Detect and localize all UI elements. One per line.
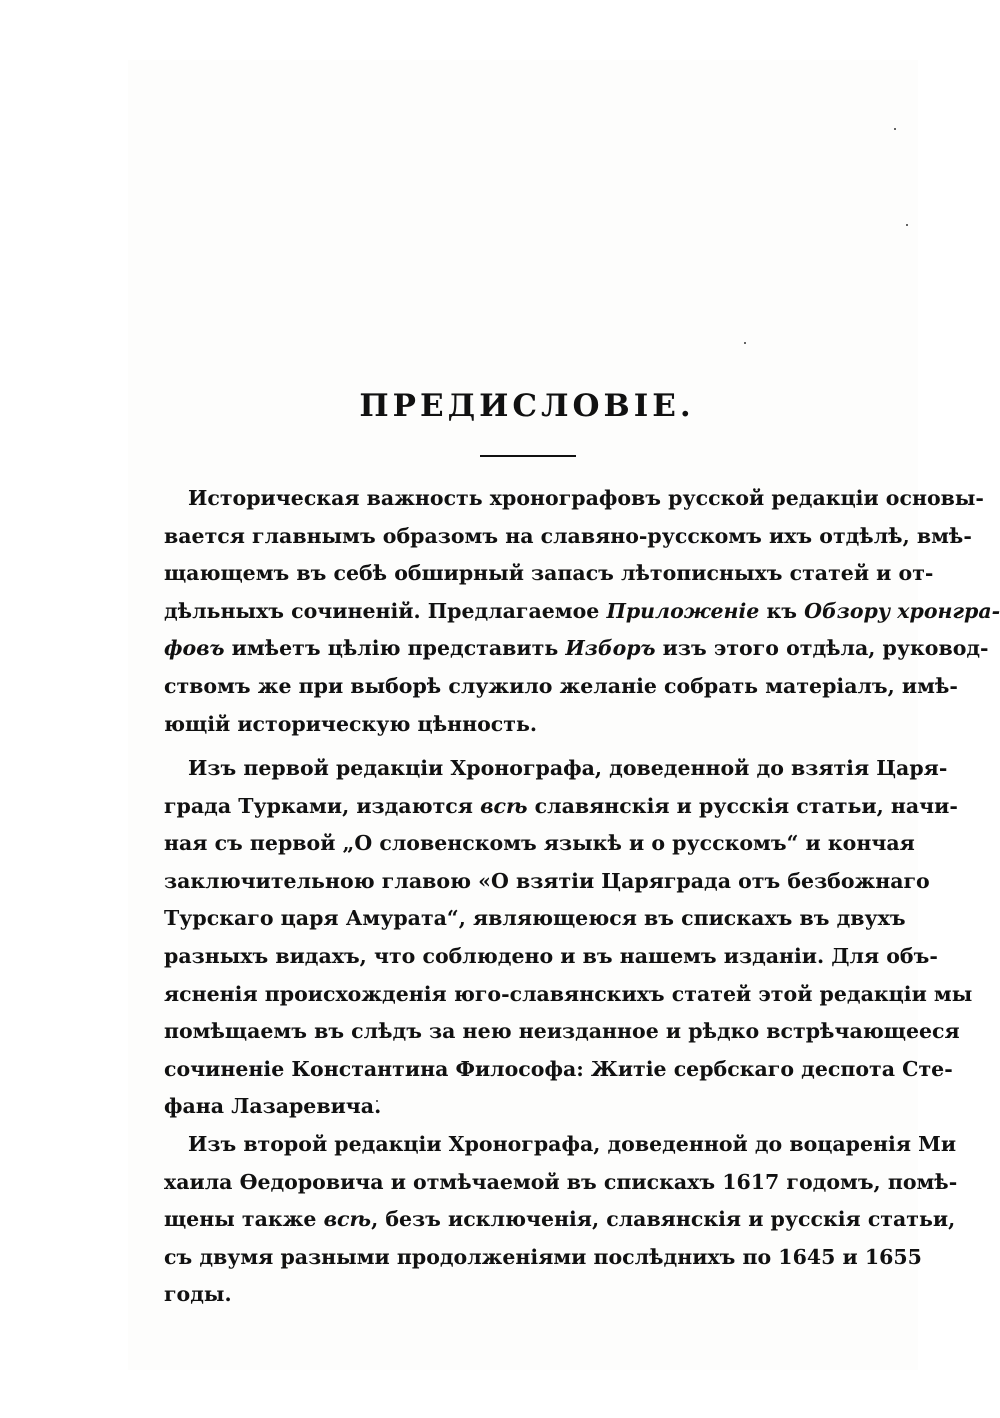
page-title: ПРЕДИСЛОВІЕ. [359, 388, 695, 424]
text-line: хаила Ѳедоровича и отмѣчаемой въ спискахъ 1617 годомъ, помѣ- [164, 1169, 958, 1194]
text-line: Изъ первой редакціи Хронографа, доведенной до взятія Царя- [188, 756, 948, 780]
scan-speck [906, 224, 908, 226]
text-line: Изъ второй редакціи Хронографа, доведенной до воцаренія Ми [188, 1132, 957, 1156]
text-line: щены также всѣ, безъ исключенія, славянскія и русскія статьи, [164, 1207, 956, 1232]
text-line: заключительною главою «О взятіи Царяграда отъ безбожнаго [164, 868, 930, 893]
text-line: помѣщаемъ въ слѣдъ за нею неизданное и рѣдко встрѣчающееся [164, 1019, 960, 1044]
scan-speck [894, 128, 896, 130]
text-line: дѣльныхъ сочиненій. Предлагаемое Приложеніе къ Обзору хронгра- [164, 598, 1000, 623]
title-divider [480, 455, 576, 457]
text-line: ясненія происхожденія юго-славянскихъ статей этой редакціи мы [164, 981, 973, 1006]
emphasized-text: фовъ [164, 636, 225, 661]
emphasized-text: всѣ [323, 1207, 372, 1232]
text-line: щающемъ въ себѣ обширный запасъ лѣтописныхъ статей и от- [164, 561, 934, 586]
emphasized-text: Обзору хронгра- [804, 598, 1000, 623]
text-line: съ двумя разными продолженіями послѣднихъ по 1645 и 1655 [164, 1244, 922, 1269]
scan-speck [744, 342, 746, 344]
text-line: Турскаго царя Амурата“, являющеюся въ спискахъ въ двухъ [164, 906, 906, 931]
text-line: фана Лазаревича. [164, 1094, 382, 1119]
text-line: сочиненіе Константина Философа: Житіе сербскаго деспота Сте- [164, 1056, 953, 1081]
emphasized-text: Приложеніе [606, 598, 760, 623]
text-line: Историческая важность хронографовъ русской редакціи основы- [188, 486, 984, 510]
text-line: разныхъ видахъ, что соблюдено и въ нашемъ изданіи. Для объ- [164, 944, 938, 968]
text-line: града Турками, издаются всѣ славянскія и русскія статьи, начи- [164, 793, 958, 818]
emphasized-text: Изборъ [565, 636, 656, 661]
emphasized-text: всѣ [480, 793, 528, 818]
text-line: ная съ первой „О словенскомъ языкѣ и о русскомъ“ и кончая [164, 831, 915, 856]
text-line: фовъ имѣетъ цѣлію представить Изборъ изъ этого отдѣла, руковод- [164, 636, 989, 661]
text-line: ющій историческую цѣнность. [164, 711, 538, 736]
text-line: ствомъ же при выборѣ служило желаніе собрать матеріалъ, имѣ- [164, 674, 958, 698]
text-line: годы. [164, 1282, 232, 1307]
text-line: вается главнымъ образомъ на славяно-русскомъ ихъ отдѣлѣ, вмѣ- [164, 523, 972, 548]
